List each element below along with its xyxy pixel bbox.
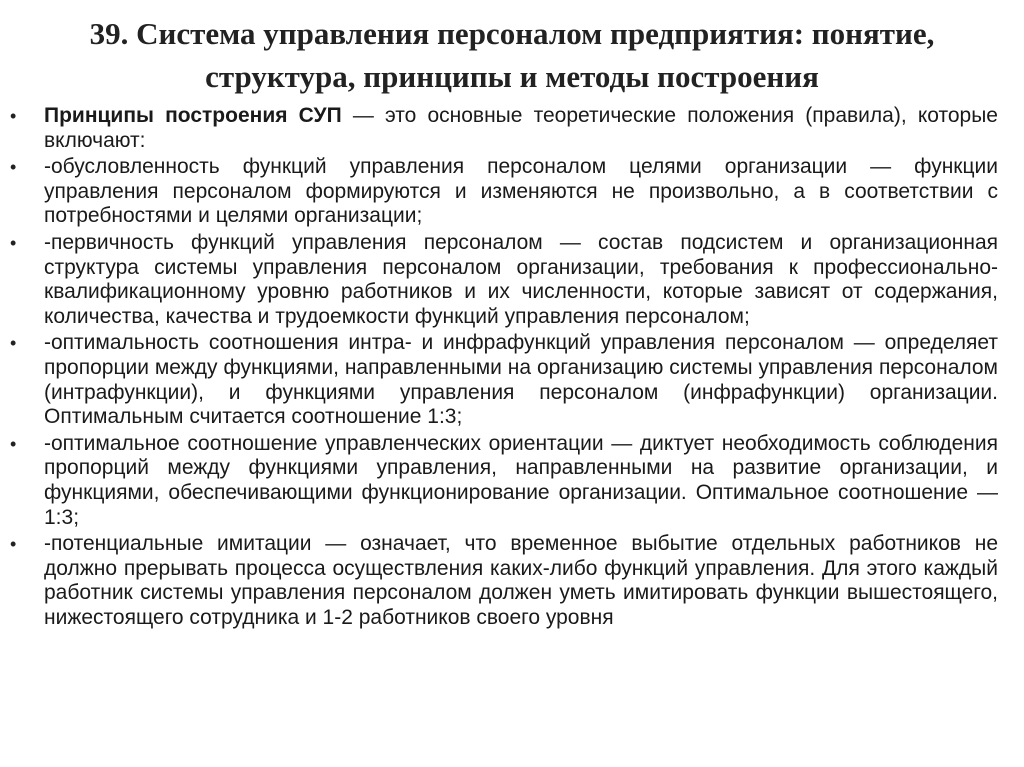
bullet-item-orientation-ratio bbox=[0, 432, 1024, 530]
bullet-item-conditionality bbox=[0, 155, 1024, 229]
principles-term: Принципы построения СУП bbox=[44, 104, 342, 127]
bullet-icon: • bbox=[10, 232, 17, 253]
bullet-text: -первичность функций управления персоналом — состав подсистем и организационная структура системы управления персоналом организации, требования к профессионально-квалификационному уровню работников и их численности, которые зависят от содержания, количества, качества и трудоемкости функций управления персоналом; bbox=[44, 230, 998, 328]
slide-title: 39. Система управления персоналом предприятия: понятие, структура, принципы и методы построения bbox=[89, 16, 935, 94]
bullet-icon: • bbox=[10, 333, 17, 354]
bullet-item-potential-imitation bbox=[0, 532, 1024, 630]
bullet-item-principles bbox=[0, 104, 1024, 153]
bullet-icon: • bbox=[10, 157, 17, 178]
bullet-item-primacy bbox=[0, 231, 1024, 329]
bullet-text: -оптимальность соотношения интра- и инфрафункций управления персоналом — определяет пропорции между функциями, направленными на организацию системы управления персоналом (интрафункции), и функциями управления персоналом (инфрафункции) организации. Оптимальным считается соотношение 1:3; bbox=[44, 331, 998, 429]
bullet-list bbox=[0, 104, 1024, 632]
bullet-text: -обусловленность функций управления персоналом целями организации — функции управления персоналом формируются и изменяются не произвольно, а в соответствии с потребностями и целями организации; bbox=[44, 155, 998, 228]
bullet-text: -потенциальные имитации — означает, что временное выбытие отдельных работников не должно прерывать процесса осуществления каких-либо функций управления. Для этого каждый работник системы управления персоналом должен уметь имитировать функции вышестоящего, нижестоящего сотрудника и 1-2 работников своего уровня bbox=[44, 532, 998, 629]
principles-definition: — это основные теоретические положения (правила), которые включают: bbox=[44, 104, 998, 152]
bullet-icon: • bbox=[10, 106, 17, 126]
bullet-icon: • bbox=[10, 433, 17, 454]
bullet-icon: • bbox=[10, 534, 17, 555]
bullet-item-intra-infra-ratio bbox=[0, 331, 1024, 429]
bullet-text: -оптимальное соотношение управленческих ориентации — диктует необходимость соблюдения пропорций между функциями управления, направленными на развитие организации, и функциями, обеспечивающими функционирование организации. Оптимальное соотношение — 1:3; bbox=[44, 431, 998, 529]
